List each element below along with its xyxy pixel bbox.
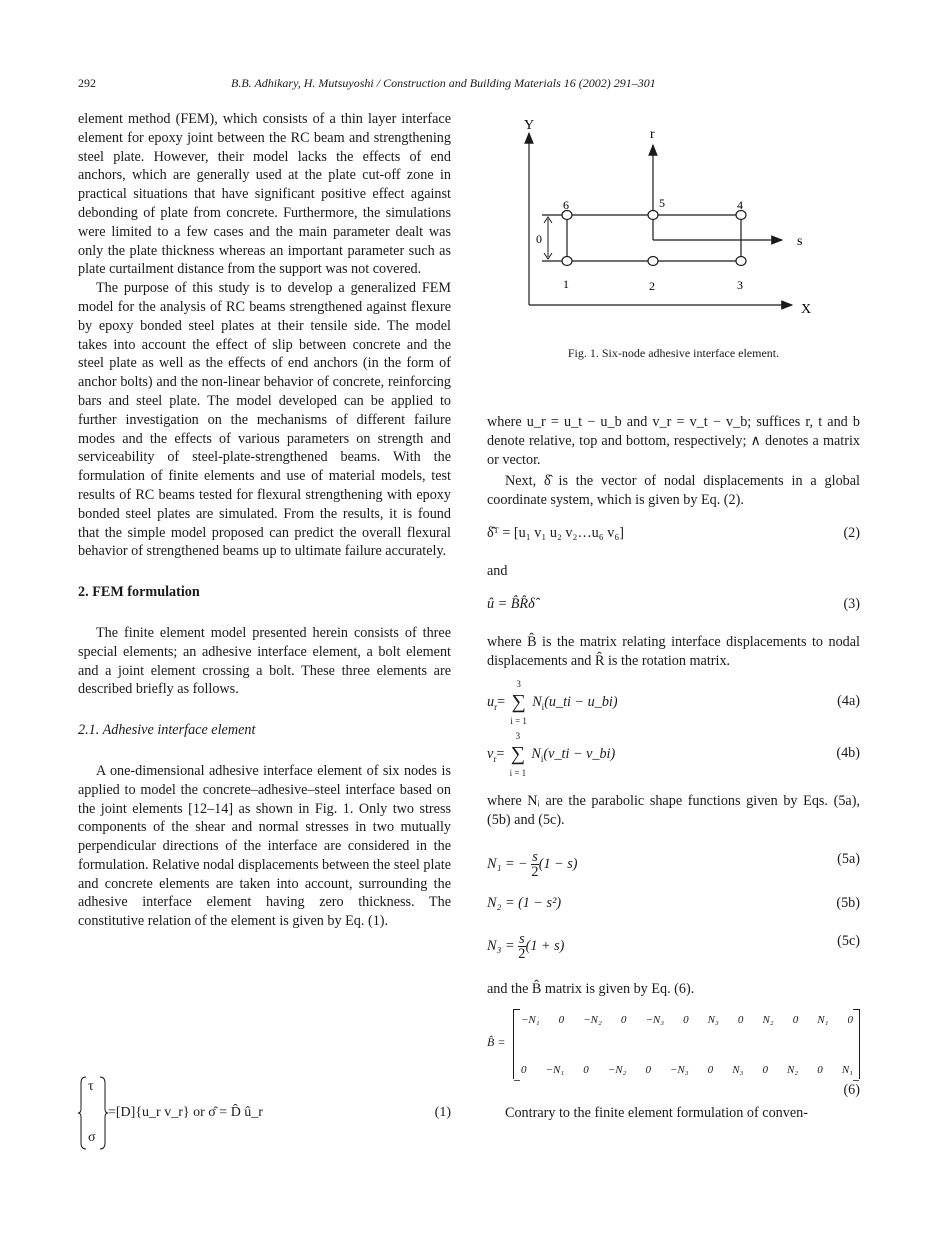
eq5a-lhs: N₁ = − bbox=[487, 855, 528, 872]
paragraph: element method (FEM), which consists of a thin layer interface element for epoxy joint between the RC beam and strengthening steel plate. However, their model lacks the effects of end anchors, which are generally used at the plate cut-off zone in practical situations that have significant positive effect against debonding of plate from concrete. Furthermore, the simulations were limited to a few cases and the main parameter dealt was only the plate thickness whereas an important parameter such as plate curtailment distance from the support was not covered. bbox=[78, 111, 451, 278]
matrix-cell: 0 bbox=[645, 1063, 651, 1076]
matrix-cell: N₂ bbox=[787, 1063, 799, 1076]
paragraph: and the B̂ matrix is given by Eq. (6). bbox=[487, 980, 695, 997]
paragraph: A one-dimensional adhesive interface element of six nodes is applied to model the concrete–adhesive–steel interface based on the joint elements [12–14] as shown in Fig. 1. Only two stress components of the shear and normal stresses in two mutually perpendicular directions of the interface are considered in the formulation. Relative nodal displacements between the steel plate and concrete elements are taken into account, surrounding the adhesive interface element having zero thickness. The constitutive relation of the element is given by Eq. (1). bbox=[78, 762, 451, 930]
equation-number: (4b) bbox=[836, 745, 860, 762]
y-axis-label: Y bbox=[524, 118, 535, 133]
summation-icon: 3 ∑ i = 1 bbox=[510, 679, 527, 727]
node-label-4: 4 bbox=[737, 198, 743, 212]
eq5c-lhs: N₃ = bbox=[487, 937, 515, 954]
equation-number: (5b) bbox=[836, 894, 860, 911]
matrix-row-2 bbox=[521, 1061, 853, 1080]
matrix-cell: N₃ bbox=[732, 1063, 744, 1076]
eq4a-lhs: u bbox=[487, 694, 495, 711]
matrix-cell: N₁ bbox=[817, 1013, 829, 1026]
eq1-vector-top: τ bbox=[88, 1079, 94, 1094]
matrix-cell: 0 bbox=[583, 1063, 589, 1076]
equation-5b bbox=[487, 894, 860, 918]
left-column bbox=[78, 110, 451, 931]
node-label-1: 1 bbox=[563, 277, 569, 291]
eq1-vector-bottom: σ bbox=[88, 1130, 96, 1145]
node-1 bbox=[562, 257, 572, 266]
eq3-body: û = B̂R̂δ̂ bbox=[487, 595, 535, 612]
section-heading: 2. FEM formulation bbox=[78, 584, 200, 601]
right-brace-icon bbox=[98, 1075, 108, 1151]
node-label-5: 5 bbox=[659, 196, 665, 210]
node-2 bbox=[648, 257, 658, 266]
eq4a-term: (u_ti − u_bi) bbox=[544, 694, 618, 711]
equation-5c: N₃ = $\frac{s}{2}$ (1 + s) (5c) bbox=[487, 930, 860, 962]
interface-element-diagram bbox=[487, 113, 860, 338]
node-5 bbox=[648, 211, 658, 220]
eq6-label: B̂ = bbox=[487, 1034, 506, 1049]
matrix-cell: N₁ bbox=[841, 1063, 853, 1076]
subsection-heading: 2.1. Adhesive interface element bbox=[78, 722, 256, 739]
matrix-row-1 bbox=[521, 1011, 853, 1030]
paragraph: The finite element model presented herein consists of three special elements; an adhesive interface element, a bolt element and a joint element crossing a bolt. These three elements are described briefly as follows. bbox=[78, 624, 451, 698]
equation-6-matrix bbox=[487, 1009, 860, 1079]
fraction: $\frac{s}{2}$ bbox=[518, 930, 526, 962]
matrix-cell: −N₂ bbox=[583, 1013, 602, 1026]
equation-3 bbox=[487, 595, 860, 619]
paragraph: where B̂ is the matrix relating interface displacements to nodal displacements and R̂ is the rotation matrix. bbox=[487, 633, 860, 669]
paragraph: where Nᵢ are the parabolic shape functions given by Eqs. (5a), (5b) and (5c). bbox=[487, 793, 860, 829]
matrix-cell: 0 bbox=[817, 1063, 823, 1076]
matrix-cell: −N₃ bbox=[670, 1063, 689, 1076]
matrix-cell: 0 bbox=[847, 1013, 853, 1026]
matrix-cell: −N₂ bbox=[607, 1063, 627, 1076]
eq1-rhs: =[D]{u_r v_r} or σ̂ = D̂ û_r bbox=[108, 1105, 263, 1120]
equation-2 bbox=[487, 524, 860, 548]
s-axis-label: s bbox=[797, 234, 803, 249]
eq4b-lhs: v bbox=[487, 746, 494, 763]
equation-number: (4a) bbox=[837, 693, 860, 710]
equation-number: (5c) bbox=[837, 932, 860, 949]
matrix-cell: N₂ bbox=[762, 1013, 774, 1026]
right-column bbox=[487, 413, 860, 1122]
r-axis-label: r bbox=[650, 127, 655, 142]
paragraph: where u_r = u_t − u_b and v_r = v_t − v_b; suffices r, t and b denote relative, top and bottom, respectively; ∧ denotes a matrix or vector. bbox=[487, 414, 860, 468]
figure-caption: Fig. 1. Six-node adhesive interface element. bbox=[567, 346, 780, 360]
node-3 bbox=[736, 257, 746, 266]
equation-number: (5a) bbox=[837, 850, 860, 867]
eq4b-body: N bbox=[531, 746, 541, 763]
matrix-cell: 0 bbox=[707, 1063, 714, 1076]
matrix-cell: 0 bbox=[792, 1013, 799, 1026]
equation-4a: $u_r=$ 3 ∑ i = 1 $N_i(u\_ti$ − u_bi) (4a) bbox=[487, 679, 860, 727]
eq4a-body: N bbox=[532, 694, 542, 711]
equation-number: (2) bbox=[843, 524, 860, 541]
summation-icon: 3 ∑ i = 1 bbox=[509, 731, 527, 779]
equation-1 bbox=[78, 1075, 451, 1155]
matrix-cell: 0 bbox=[762, 1063, 768, 1076]
eq2-body: δ̂ᵀ = [u₁ v₁ u₂ v₂…u₆ v₆] bbox=[487, 524, 624, 541]
fraction: $\frac{s}{2}$ bbox=[531, 848, 539, 880]
matrix-cell: 0 bbox=[558, 1013, 565, 1026]
eq4a-lhs-sub: r bbox=[494, 702, 498, 713]
node-label-6: 6 bbox=[563, 198, 569, 212]
matrix-cell: −N₁ bbox=[545, 1063, 565, 1076]
equation-5a: N₁ = − $\frac{s}{2}$ (1 − s) (5a) bbox=[487, 848, 860, 880]
paragraph: The purpose of this study is to develop a generalized FEM model for the analysis of RC beams strengthened against flexure by epoxy bonded steel plates at their tensile side. The model takes into account the effect of slip between concrete and the steel plate as well as the effects of end anchors (in the form of anchor bolts) and the non-linear behavior of concrete, reinforcing bars and steel plate. The model developed can be applied to further investigation on the mechanisms of different failure modes and the effects of various parameters on strength and serviceability of steel-plate-strengthened beams. With the formulation of finite elements and use of material models, test results of RC beams tested for flexural strengthening with epoxy bonded steel plates are simulated. From the results, it is found that the simple model proposed can predict the overall flexural behavior of strengthened beams up to ultimate failure accurately. bbox=[78, 280, 451, 560]
x-axis-label: X bbox=[801, 302, 812, 317]
eq4b-term: (v_ti − v_bi) bbox=[543, 746, 616, 763]
matrix-cell: −N₃ bbox=[645, 1013, 665, 1026]
equation-number: (6) bbox=[843, 1081, 860, 1098]
node-label-3: 3 bbox=[737, 278, 743, 292]
paragraph: and bbox=[487, 562, 508, 579]
matrix-cell: 0 bbox=[620, 1013, 627, 1026]
matrix-cell: 0 bbox=[737, 1013, 744, 1026]
running-title: B.B. Adhikary, H. Mutsuyoshi / Construction and Building Materials 16 (2002) 291–301 bbox=[231, 76, 656, 90]
node-label-2: 2 bbox=[649, 279, 655, 293]
matrix-cell: 0 bbox=[521, 1063, 527, 1076]
matrix-cell: N₃ bbox=[707, 1013, 719, 1026]
paragraph: Contrary to the finite element formulation of conven- bbox=[505, 1104, 808, 1121]
equation-number: (1) bbox=[434, 1105, 451, 1120]
equation-4b: $v_r=$ 3 ∑ i = 1 $N_i(v\_ti$ − v_bi) (4b) bbox=[487, 731, 860, 779]
figure-1 bbox=[487, 113, 860, 373]
paragraph: Next, δ̂ is the vector of nodal displacements in a global coordinate system, which is given by Eq. (2). bbox=[487, 473, 860, 509]
matrix-cell: −N₁ bbox=[521, 1013, 540, 1026]
thickness-label: 0 bbox=[536, 232, 542, 246]
matrix-cell: 0 bbox=[683, 1013, 689, 1026]
page-number: 292 bbox=[78, 76, 96, 90]
eq5b-body: N₂ = (1 − s²) bbox=[487, 894, 562, 911]
equation-number: (3) bbox=[843, 595, 860, 612]
